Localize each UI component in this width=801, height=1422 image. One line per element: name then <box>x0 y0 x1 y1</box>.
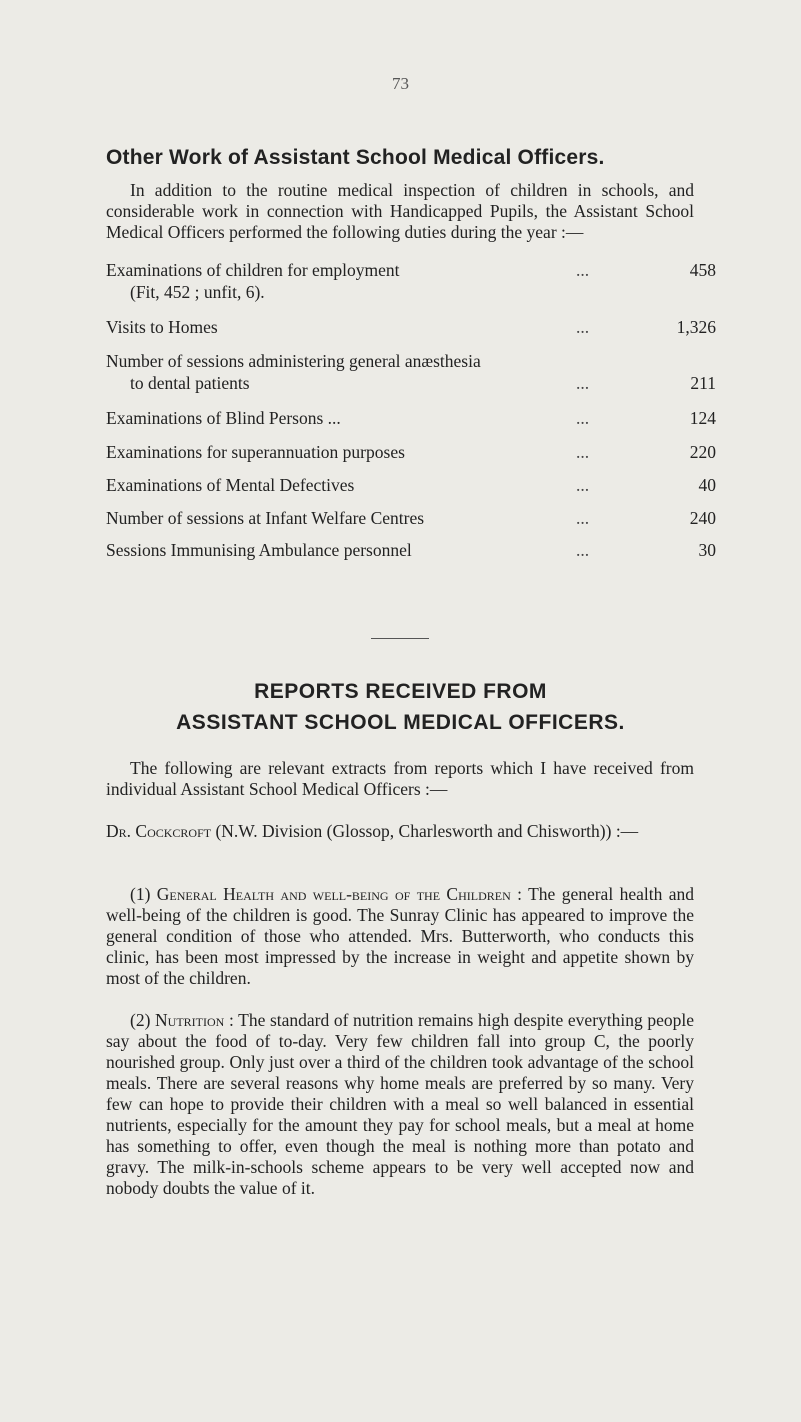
reports-heading-line1: REPORTS RECEIVED FROM <box>254 680 547 703</box>
duty-label: Visits to Homes <box>106 317 218 337</box>
doctor-name: Dr. Cockcroft <box>106 821 212 841</box>
duty-sublabel: to dental patients <box>130 373 250 393</box>
duty-row <box>106 441 716 463</box>
duty-row <box>106 316 716 338</box>
duty-label: Number of sessions at Infant Welfare Centres <box>106 508 425 528</box>
paragraph-text: The general health and well-being of the children is good. The Sunray Clinic has appeared to improve the general condition of those who attended. Mrs. Butterworth, who conducts this clinic, has been most impressed by the increase in weight and appetite shown by most of the children. <box>106 884 694 988</box>
duty-label: Examinations for superannuation purposes <box>106 442 405 462</box>
duty-value: 240 <box>689 508 716 528</box>
section-title: Other Work of Assistant School Medical Officers. <box>106 146 605 169</box>
duty-value: 40 <box>698 475 716 495</box>
paragraph-number: (2) <box>130 1010 151 1030</box>
duty-value: 211 <box>690 373 716 393</box>
dot-leader: ... <box>576 373 590 393</box>
duty-label: Examinations of Blind Persons ... <box>106 408 341 428</box>
dot-leader: ... <box>576 260 590 280</box>
duty-value: 1,326 <box>676 317 716 337</box>
duty-label: Number of sessions administering general anæsthesia <box>106 351 481 371</box>
duty-row <box>106 350 716 394</box>
dot-leader: ... <box>576 408 590 428</box>
reports-intro-block <box>106 758 694 800</box>
dot-leader: ... <box>576 475 590 495</box>
paragraph-number: (1) <box>130 884 151 904</box>
duty-label: Examinations of children for employment <box>106 260 400 280</box>
dot-leader: ... <box>576 317 590 337</box>
section-divider <box>371 638 429 639</box>
duty-row <box>106 407 716 429</box>
reports-heading-line2: ASSISTANT SCHOOL MEDICAL OFFICERS. <box>176 711 625 734</box>
duty-sublabel: (Fit, 452 ; unfit, 6). <box>130 282 265 302</box>
duty-label: Examinations of Mental Defectives <box>106 475 355 495</box>
page-number: 73 <box>392 74 409 93</box>
intro-paragraph <box>106 180 694 243</box>
paragraph-heading: Nutrition : <box>155 1010 234 1030</box>
dot-leader: ... <box>576 540 590 560</box>
duty-label: Sessions Immunising Ambulance personnel <box>106 540 412 560</box>
doctor-heading <box>106 821 694 842</box>
duty-row <box>106 474 716 496</box>
duty-value: 30 <box>698 540 716 560</box>
doctor-heading-block <box>106 821 694 842</box>
duty-value: 220 <box>689 442 716 462</box>
dot-leader: ... <box>576 508 590 528</box>
duty-value: 124 <box>689 408 716 428</box>
duty-row <box>106 259 716 303</box>
duty-row <box>106 507 716 529</box>
reports-intro: The following are relevant extracts from reports which I have received from individual Assistant School Medical Officers :— <box>106 758 694 799</box>
duty-value: 458 <box>689 260 716 280</box>
doctor-division: (N.W. Division (Glossop, Charlesworth and Chisworth)) :— <box>215 821 639 841</box>
paragraph-general-health <box>106 884 694 989</box>
intro-text: In addition to the routine medical inspection of children in schools, and considerable work in connection with Handicapped Pupils, the Assistant School Medical Officers performed the following duties during the year :— <box>106 180 694 242</box>
paragraph-nutrition <box>106 1010 694 1199</box>
duty-row <box>106 539 716 561</box>
paragraph-text: The standard of nutrition remains high despite everything people say about the food of to-day. Very few children fall into group C, the poorly nourished group. Only just over a third of the children took advantage of the school meals. There are several reasons why home meals are preferred by so many. Very few can hope to provide their children with a meal so well balanced in essential nutrients, especially for the amount they pay for school meals, but a meal at home has something to offer, even though the meal is nothing more than potato and gravy. The milk-in-schools scheme appears to be very well accepted now and nobody doubts the value of it. <box>106 1010 695 1198</box>
dot-leader: ... <box>576 442 590 462</box>
paragraph-heading: General Health and well-being of the Children : <box>156 884 523 904</box>
